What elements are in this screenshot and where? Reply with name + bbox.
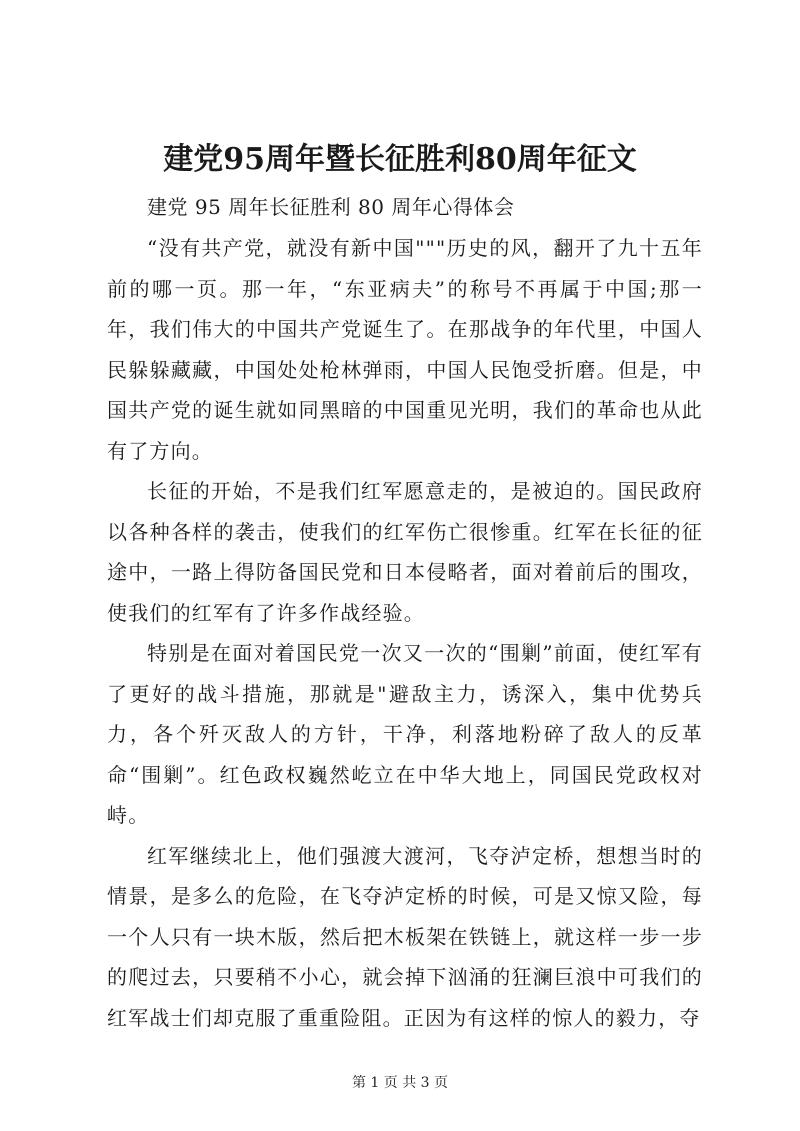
document-subtitle: 建党 95 周年长征胜利 80 周年心得体会 [147, 195, 515, 219]
paragraph-3: 特别是在面对着国民党一次又一次的“围剿”前面，使红军有了更好的战斗措施，那就是"避敌主力，诱深入，集中优势兵力，各个歼灭敌人的方针，干净，利落地粉碎了敌人的反革命“围剿”。红色政权巍然屹立在中华大地上，同国民党政权对峙。 [107, 641, 703, 827]
paragraph-4: 红军继续北上，他们强渡大渡河，飞夺泸定桥，想想当时的情景，是多么的危险，在飞夺泸定桥的时候，可是又惊又险，每一个人只有一块木版，然后把木板架在铁链上，就这样一步一步的爬过去，只要稍不小心，就会掉下汹涌的狂澜巨浪中可我们的红军战士们却克服了重重险阻。正因为有这样的惊人的毅力，夺 [107, 843, 703, 1030]
document-body [107, 186, 703, 1038]
paragraph-2: 长征的开始，不是我们红军愿意走的，是被迫的。国民政府以各种各样的袭击，使我们的红军伤亡很惨重。红军在长征的征途中，一路上得防备国民党和日本侵略者，面对着前后的围攻，使我们的红军有了许多作战经验。 [107, 479, 703, 625]
page-footer: 第 1 页 共 3 页 [351, 1075, 449, 1091]
paragraph-1: “没有共产党，就没有新中国"""历史的风，翻开了九十五年前的哪一页。那一年，“东亚病夫”的称号不再属于中国;那一年，我们伟大的中国共产党诞生了。在那战争的年代里，中国人民躲躲藏藏，中国处处枪林弹雨，中国人民饱受折磨。但是，中国共产党的诞生就如同黑暗的中国重见光明，我们的革命也从此有了方向。 [107, 236, 703, 463]
document-title: 建党95周年暨长征胜利80周年征文 [163, 142, 637, 177]
